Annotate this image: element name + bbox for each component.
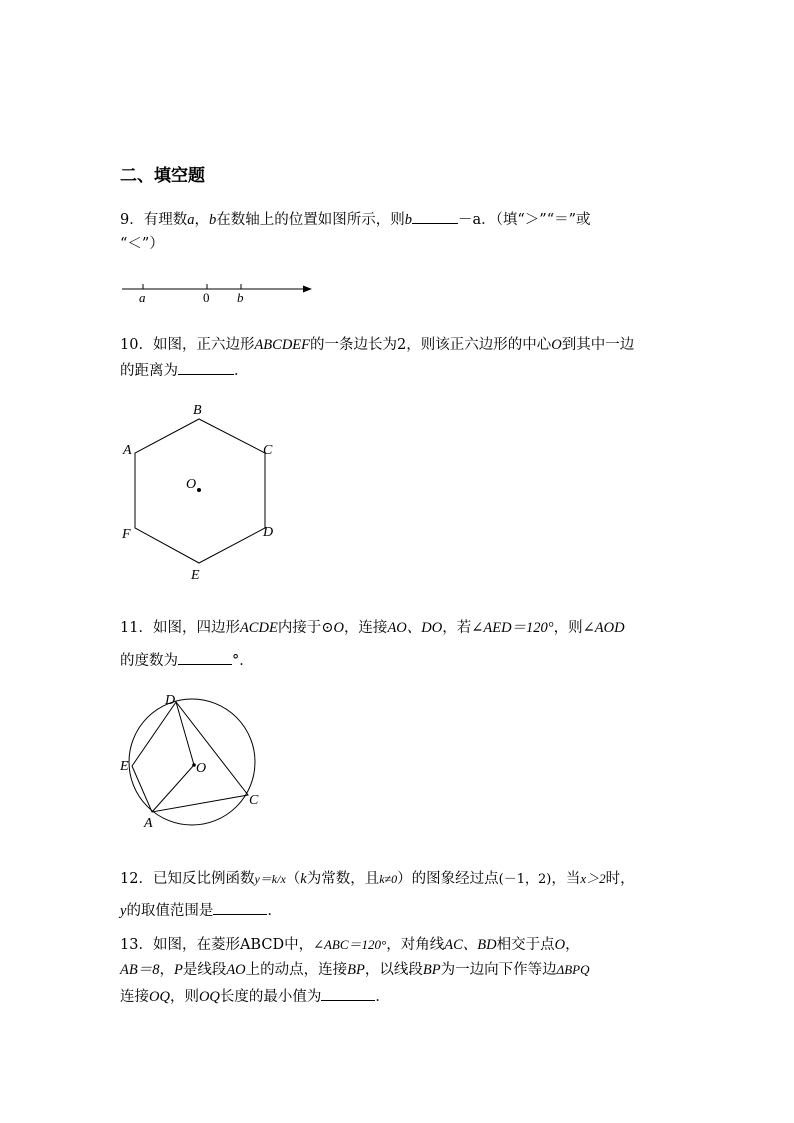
- question-11-line2: [120, 650, 254, 670]
- q10-value: 2: [397, 337, 407, 353]
- q11-answer-blank[interactable]: [178, 650, 232, 665]
- q12-mid4: ，当: [551, 871, 581, 887]
- q11-mid4: ，则: [553, 620, 583, 636]
- question-11-line1: [120, 619, 625, 637]
- q11-mid2: ，连接: [343, 620, 388, 636]
- q11-angle2: ∠AOD: [582, 620, 625, 636]
- q11-mid3: ，若: [442, 620, 472, 636]
- q10-end: 到其中一边: [561, 337, 635, 353]
- q13-text-min: 长度的最小值为: [219, 989, 322, 1005]
- q13-text-f: 为一边向下作等边: [440, 962, 557, 978]
- q12-line2-text: 的取值范围是: [126, 903, 214, 919]
- center-point: [197, 488, 201, 492]
- label-b: b: [237, 290, 244, 305]
- q13-text-c: 是线段: [182, 962, 227, 978]
- q12-mid3: ）的图象经过点: [397, 871, 499, 887]
- question-10-line2: [120, 360, 249, 380]
- question-13-line3: [120, 986, 390, 1006]
- q10-mid2: ，则该正六边形的中心: [406, 337, 552, 353]
- circle-O: [129, 699, 255, 825]
- q9-prefix: 9．有理数: [120, 212, 188, 228]
- segment-AO: [152, 765, 194, 812]
- q11-mid: 内接于: [277, 620, 322, 636]
- q13-prefix: 13．如图，在菱形ABCD中，: [120, 937, 314, 953]
- quadrilateral-ACDE: [132, 702, 248, 812]
- q11-prefix: 11．如图，四边形: [120, 620, 240, 636]
- q13-mid: ，对角线: [386, 937, 445, 953]
- q11-quad-name: ACDE: [239, 620, 278, 636]
- q12-condition: k≠0: [379, 872, 398, 886]
- question-13-line2: [120, 961, 590, 979]
- center-label-O: O: [186, 477, 197, 492]
- vertex-E: E: [191, 568, 200, 583]
- question-9-line1: [120, 209, 591, 229]
- number-line-arrow: [303, 286, 312, 293]
- vertex-C: C: [249, 793, 259, 808]
- q11-angle: ∠AED＝120°: [471, 620, 554, 636]
- q13-triangle: ΔBPQ: [556, 962, 590, 977]
- q9-answer-blank[interactable]: [412, 209, 458, 224]
- q13-comma2: ，: [159, 962, 174, 978]
- q9-mid: 在数轴上的位置如图所示，则: [216, 212, 405, 228]
- q10-center: O: [551, 337, 562, 353]
- q13-oq: OQ: [149, 989, 170, 1005]
- inscribed-quad-figure: [112, 688, 272, 833]
- section-title: 二、填空题: [120, 166, 205, 186]
- q13-bp: BP: [347, 962, 365, 978]
- question-9-line2: “＜”）: [120, 236, 164, 252]
- q9-var-a: a: [187, 212, 195, 228]
- q9-after: －a．（填“＞”“＝”或: [457, 212, 591, 228]
- q13-bp2: BP: [422, 962, 441, 978]
- q13-ao: AO: [226, 962, 246, 978]
- q10-hexagon-name: ABCDEF: [254, 337, 311, 353]
- q12-prefix: 12．已知反比例函数: [120, 871, 255, 887]
- q13-diagonals: AC、BD: [444, 937, 497, 953]
- vertex-B: B: [193, 403, 202, 418]
- vertex-E: E: [120, 759, 129, 774]
- q10-answer-blank[interactable]: [178, 360, 234, 375]
- q12-period: ．: [267, 903, 282, 919]
- q13-period: ．: [375, 989, 390, 1005]
- segment-DO: [176, 702, 194, 765]
- q12-mid: （: [285, 871, 301, 887]
- q9-comma: ，: [194, 212, 209, 228]
- question-12-line1: [120, 870, 635, 889]
- q13-angle: ∠ABC＝120°: [313, 937, 387, 952]
- q10-line2-text: 的距离为: [120, 363, 178, 379]
- q12-end: 时，: [605, 871, 635, 887]
- q13-ab: AB＝8: [120, 962, 160, 978]
- center-label-O: O: [196, 761, 207, 776]
- question-12-line2: [120, 900, 282, 920]
- q13-answer-blank[interactable]: [321, 986, 375, 1001]
- q12-point: (－1，2): [498, 872, 552, 887]
- q12-answer-blank[interactable]: [213, 900, 267, 915]
- q13-comma: ，: [565, 937, 580, 953]
- q13-text-d: 上的动点，连接: [245, 962, 348, 978]
- q12-function: y＝k/x: [254, 872, 286, 886]
- q13-text-connect: 连接: [120, 989, 149, 1005]
- label-a: a: [139, 290, 146, 305]
- q12-mid2: 为常数，且: [306, 871, 380, 887]
- q13-point-o: O: [554, 937, 566, 953]
- q10-period: ．: [234, 363, 249, 379]
- q13-oq2: OQ: [198, 989, 220, 1005]
- label-zero: 0: [203, 290, 210, 305]
- vertex-D: D: [263, 525, 274, 540]
- q10-prefix: 10．如图，正六边形: [120, 337, 255, 353]
- q11-circle: ⊙O: [321, 620, 344, 636]
- q13-text-e: ，以线段: [364, 962, 423, 978]
- q11-segments: AO、DO: [387, 620, 443, 636]
- question-10-line1: [120, 336, 634, 354]
- q11-line2-text: 的度数为: [120, 653, 178, 669]
- q9-var-b: b: [208, 212, 217, 228]
- vertex-F: F: [122, 527, 131, 542]
- q13-text-then: ，则: [169, 989, 199, 1005]
- q13-point-p: P: [173, 962, 183, 978]
- hexagon-figure: [115, 398, 290, 583]
- vertex-D: D: [165, 693, 176, 708]
- q12-x-condition: x＞2: [580, 871, 606, 886]
- q13-end: 相交于点: [496, 937, 555, 953]
- vertex-C: C: [263, 443, 273, 458]
- q9-var-b2: b: [404, 212, 412, 228]
- vertex-A: A: [144, 816, 153, 831]
- q10-mid: 的一条边长为: [310, 337, 398, 353]
- question-13-line1: [120, 936, 580, 954]
- vertex-A: A: [123, 443, 132, 458]
- q12-k: k: [300, 871, 307, 887]
- q12-y: y: [120, 903, 127, 919]
- number-line-figure: [115, 278, 315, 308]
- q11-degree: °．: [232, 653, 254, 669]
